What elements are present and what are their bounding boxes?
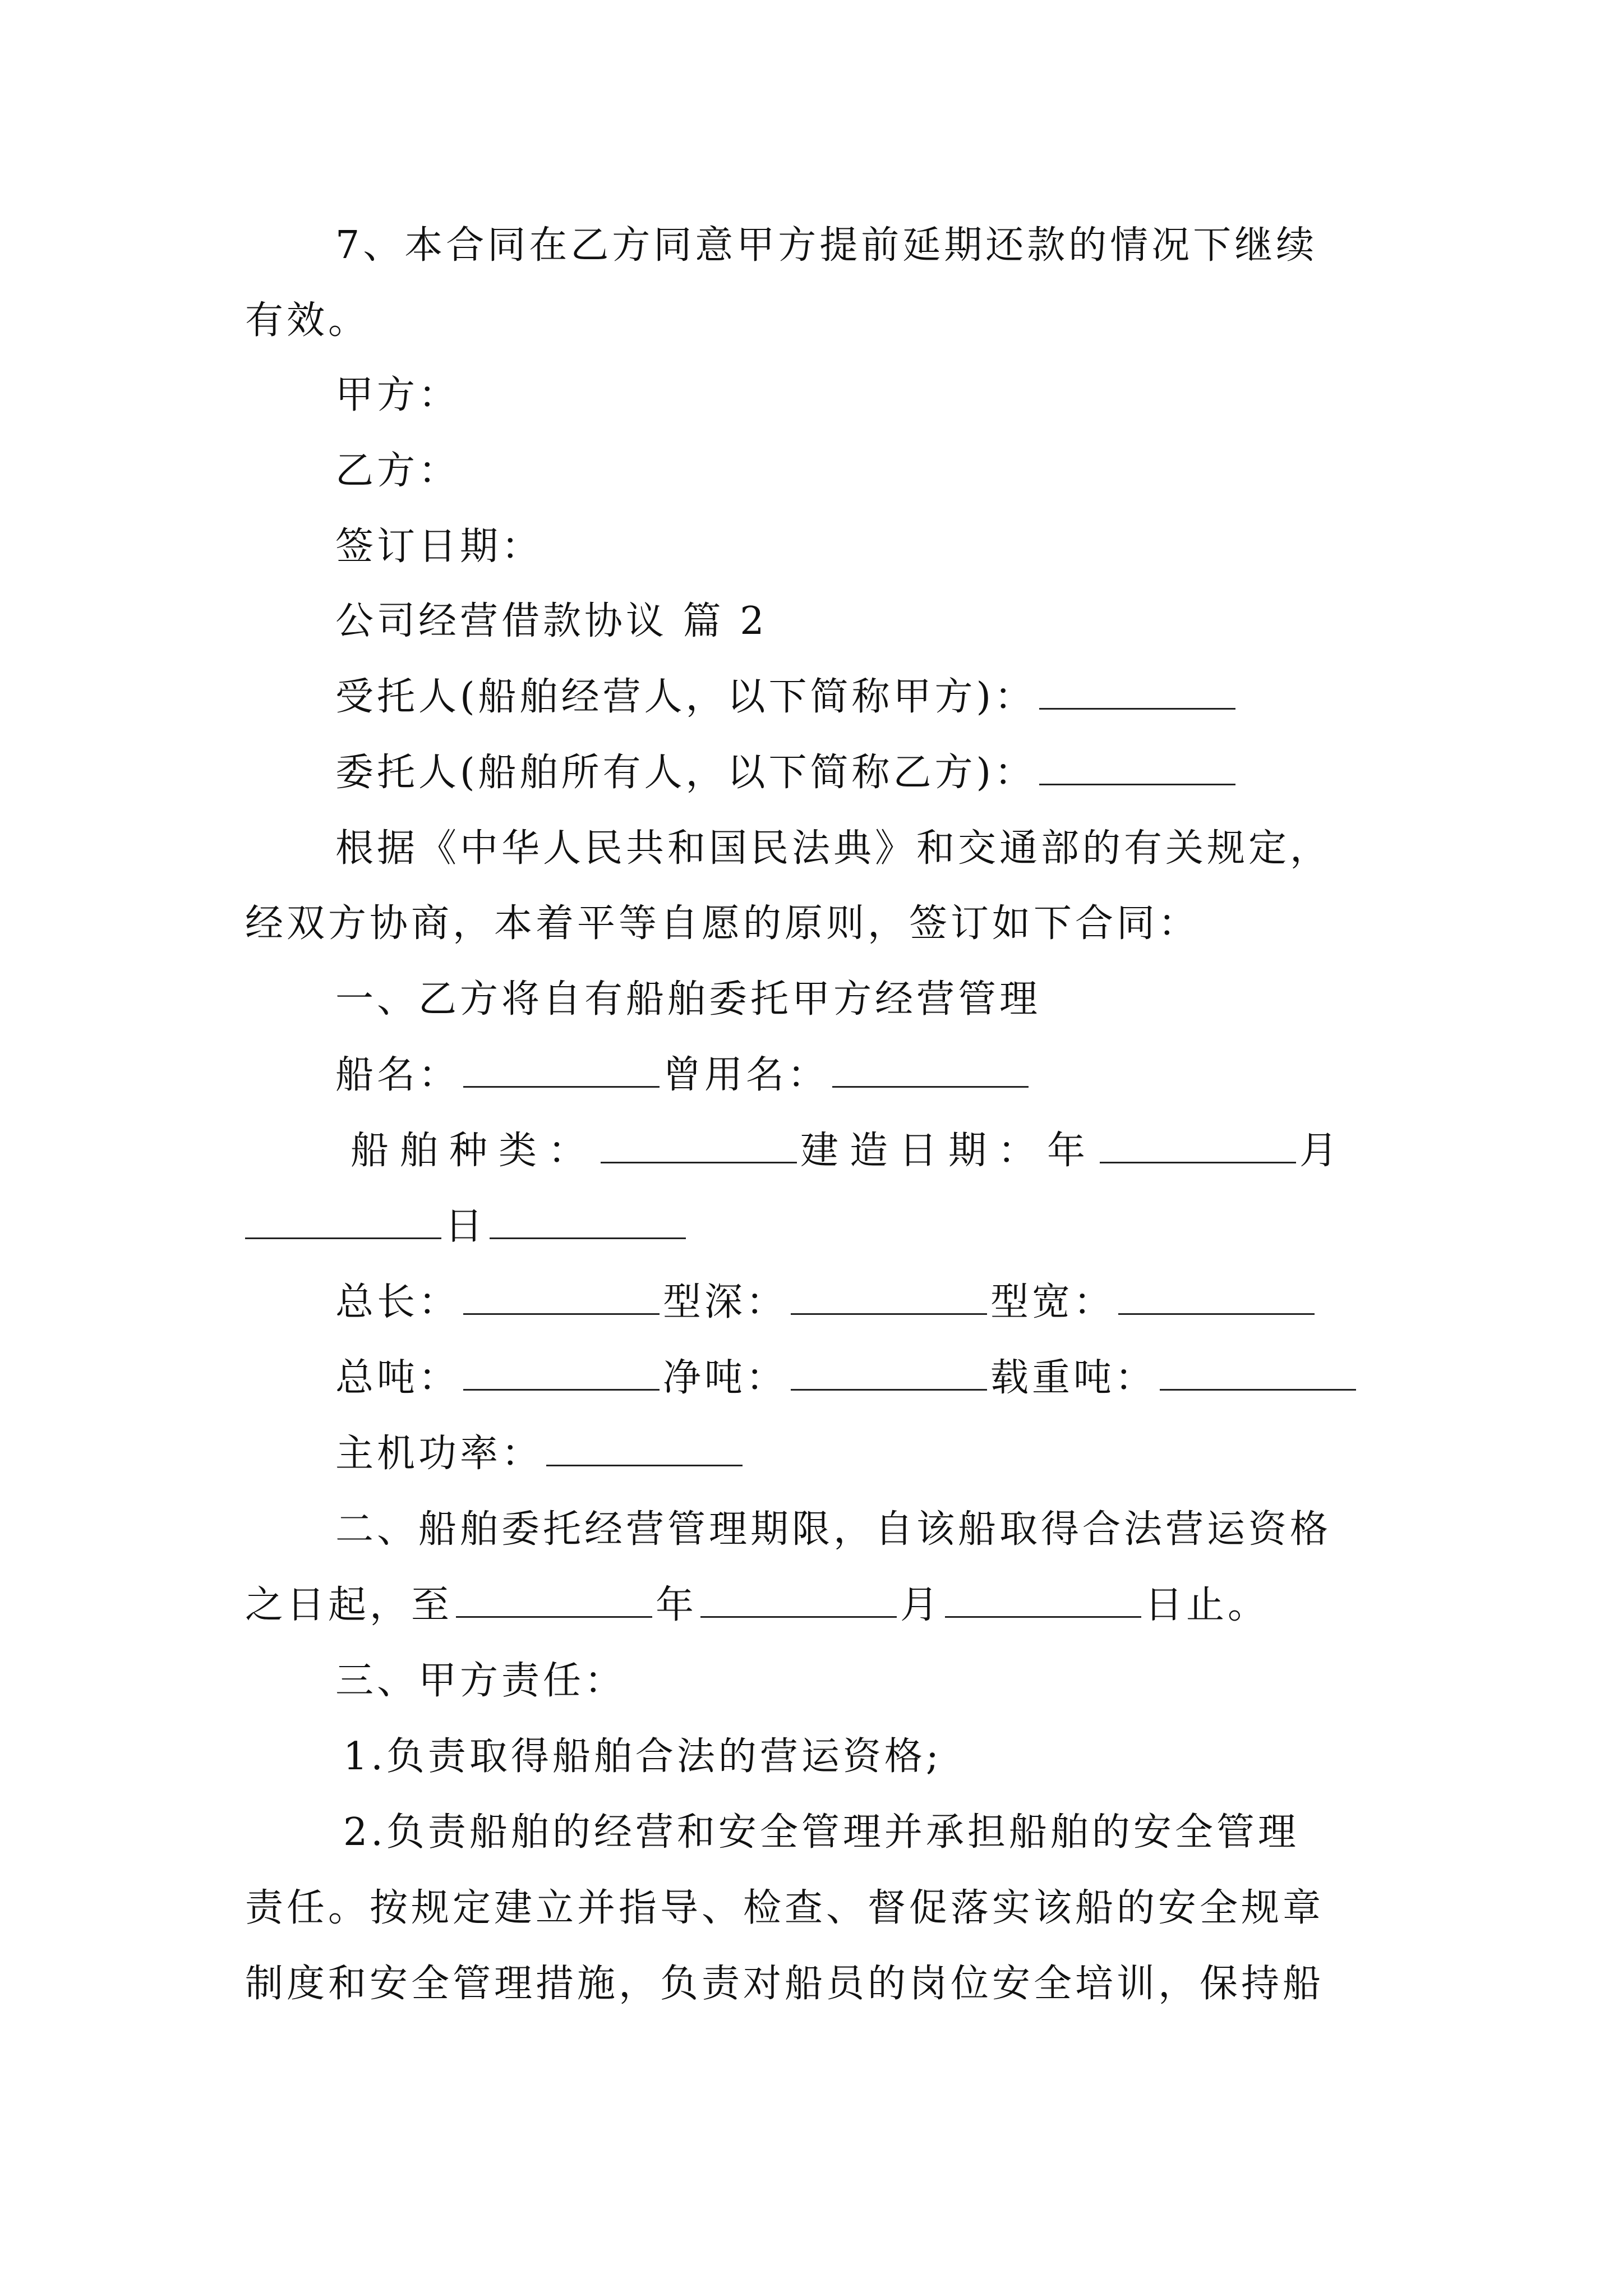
duty-2-line-3: 制度和安全管理措施，负责对船员的岗位安全培训，保持船 [245,1962,1325,2006]
total-length-label: 总长： [335,1280,460,1324]
width-label: 型宽： [990,1280,1115,1324]
build-day-label: 日 [445,1204,487,1249]
term-day-blank [945,1585,1141,1618]
build-day-line [245,1204,689,1249]
build-month-label: 月 [1299,1129,1349,1173]
duty-1: 1.负责取得船舶合法的营运资格; [343,1734,942,1779]
build-month-blank [245,1206,441,1239]
gross-tonnage-blank [463,1358,660,1391]
depth-label: 型深： [663,1280,788,1324]
engine-power-line [335,1432,746,1476]
engine-power-label: 主机功率： [335,1432,543,1476]
ship-name-label: 船名： [335,1053,460,1097]
article-2-line-2 [245,1583,1269,1628]
trustee-line [335,675,1239,720]
term-until-label: 日止。 [1145,1583,1270,1627]
duty-2-line-2: 责任。按规定建立并指导、检查、督促落实该船的安全规章 [245,1886,1325,1930]
principal-label: 委托人(船舶所有人，以下简称乙方)： [335,751,1036,795]
party-a-label: 甲方： [335,373,460,417]
depth-blank [791,1282,987,1315]
sign-date-label: 签订日期： [335,524,543,569]
section-title: 公司经营借款协议 篇 2 [335,599,768,643]
term-year-blank [456,1585,652,1618]
tonnage-line [335,1356,1359,1401]
build-year-blank [1100,1130,1296,1163]
net-tonnage-blank [791,1358,987,1391]
ship-name-blank [463,1055,660,1088]
build-day-blank [490,1206,686,1239]
ship-type-blank [601,1130,797,1163]
principal-line [335,751,1239,795]
gross-tonnage-label: 总吨： [335,1356,460,1400]
clause-7-line-2: 有效。 [245,298,370,343]
net-tonnage-label: 净吨： [663,1356,788,1400]
former-name-label: 曾用名： [663,1053,829,1097]
former-name-blank [832,1055,1029,1088]
ship-type-label: 船舶种类： [351,1129,598,1173]
party-b-label: 乙方： [335,449,460,493]
term-month-label: 月 [900,1583,942,1627]
ship-name-line [335,1053,1032,1098]
basis-line-2: 经双方协商，本着平等自愿的原则，签订如下合同： [245,901,1200,946]
article-2-line-1: 二、船舶委托经营管理期限，自该船取得合法营运资格 [335,1507,1332,1552]
term-start-text: 之日起，至 [245,1583,453,1627]
term-month-blank [700,1585,897,1618]
clause-7-line-1: 7、本合同在乙方同意甲方提前延期还款的情况下继续 [335,223,1318,268]
trustee-label: 受托人(船舶经营人，以下简称甲方)： [335,675,1036,719]
article-1-heading: 一、乙方将自有船舶委托甲方经营管理 [335,977,1041,1022]
dimensions-line [335,1280,1318,1325]
width-blank [1118,1282,1315,1315]
basis-line-1: 根据《中华人民共和国民法典》和交通部的有关规定， [335,826,1332,871]
engine-power-blank [546,1433,743,1466]
article-3-heading: 三、甲方责任： [335,1659,626,1703]
trustee-blank [1039,677,1235,710]
total-length-blank [463,1282,660,1315]
principal-blank [1039,752,1235,785]
duty-2-line-1: 2.负责船舶的经营和安全管理并承担船舶的安全管理 [343,1810,1299,1855]
term-year-label: 年 [656,1583,698,1627]
deadweight-blank [1160,1358,1356,1391]
build-date-label: 建造日期：年 [800,1129,1097,1173]
ship-type-line [351,1129,1349,1174]
deadweight-label: 载重吨： [990,1356,1157,1400]
